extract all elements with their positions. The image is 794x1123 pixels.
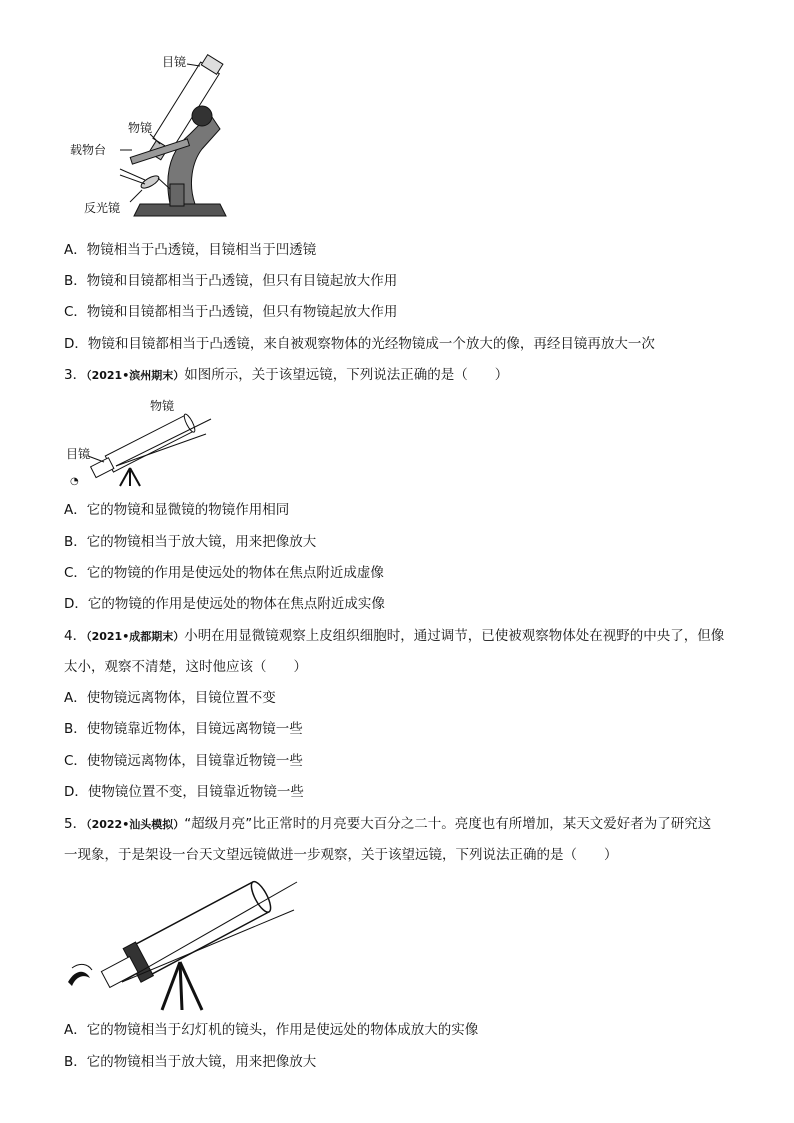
q5-stem-line1: “超级月亮”比正常时的月亮要大百分之二十。亮度也有所增加，某天文爱好者为了研究这 xyxy=(184,816,712,832)
svg-text:◔: ◔ xyxy=(70,476,79,487)
q4-stem-line2: 太小，观察不清楚，这时他应该（ ） xyxy=(64,659,307,675)
label-mirror: 反光镜 xyxy=(84,201,121,215)
q3-option-b: B．它的物镜相当于放大镜，用来把像放大 xyxy=(64,534,317,550)
q4-option-b: B．使物镜靠近物体，目镜远离物镜一些 xyxy=(64,721,303,737)
q3-option-c: C．它的物镜的作用是使远处的物体在焦点附近成虚像 xyxy=(64,565,384,581)
q3-stem: 如图所示，关于该望远镜，下列说法正确的是（ ） xyxy=(184,367,509,383)
q4-header xyxy=(64,626,724,647)
q5-option-a: A．它的物镜相当于幻灯机的镜头，作用是使远处的物体成放大的实像 xyxy=(64,1022,479,1038)
q3-source: （2021•滨州期末） xyxy=(86,369,185,382)
q5-header xyxy=(64,814,711,835)
q5-source: （2022•汕头模拟） xyxy=(86,818,185,831)
q5-number: 5． xyxy=(64,816,87,832)
q2-option-d: D．物镜和目镜都相当于凸透镜，来自被观察物体的光经物镜成一个放大的像，再经目镜再放大一次 xyxy=(64,336,655,352)
q3-header xyxy=(64,365,508,386)
q4-stem-line1: 小明在用显微镜观察上皮组织细胞时，通过调节，已使被观察物体处在视野的中央了，但像 xyxy=(184,628,725,644)
telescope-small-figure xyxy=(66,394,216,492)
q4-source: （2021•成都期末） xyxy=(86,630,185,643)
q2-option-a: A．物镜相当于凸透镜，目镜相当于凹透镜 xyxy=(64,242,317,258)
q2-option-b: B．物镜和目镜都相当于凸透镜，但只有目镜起放大作用 xyxy=(64,273,398,289)
q3-number: 3． xyxy=(64,367,87,383)
q4-option-a: A．使物镜远离物体，目镜位置不变 xyxy=(64,690,276,706)
q3-option-d: D．它的物镜的作用是使远处的物体在焦点附近成实像 xyxy=(64,596,385,612)
q5-option-b: B．它的物镜相当于放大镜，用来把像放大 xyxy=(64,1054,317,1070)
label-objective: 物镜 xyxy=(128,121,153,135)
label-eyepiece: 目镜 xyxy=(162,55,187,69)
q4-option-c: C．使物镜远离物体，目镜靠近物镜一些 xyxy=(64,753,303,769)
q4-number: 4． xyxy=(64,628,87,644)
q3-option-a: A．它的物镜和显微镜的物镜作用相同 xyxy=(64,502,290,518)
q4-option-d: D．使物镜位置不变，目镜靠近物镜一些 xyxy=(64,784,304,800)
label-stage: 载物台 xyxy=(70,143,107,157)
telescope-large-figure xyxy=(62,870,302,1012)
q2-option-c: C．物镜和目镜都相当于凸透镜，但只有物镜起放大作用 xyxy=(64,304,398,320)
label-telescope-objective: 物镜 xyxy=(150,399,175,413)
label-telescope-eyepiece: 目镜 xyxy=(66,447,91,461)
q5-stem-line2: 一现象，于是架设一台天文望远镜做进一步观察，关于该望远镜，下列说法正确的是（ ） xyxy=(64,847,618,863)
microscope-figure xyxy=(70,44,240,224)
